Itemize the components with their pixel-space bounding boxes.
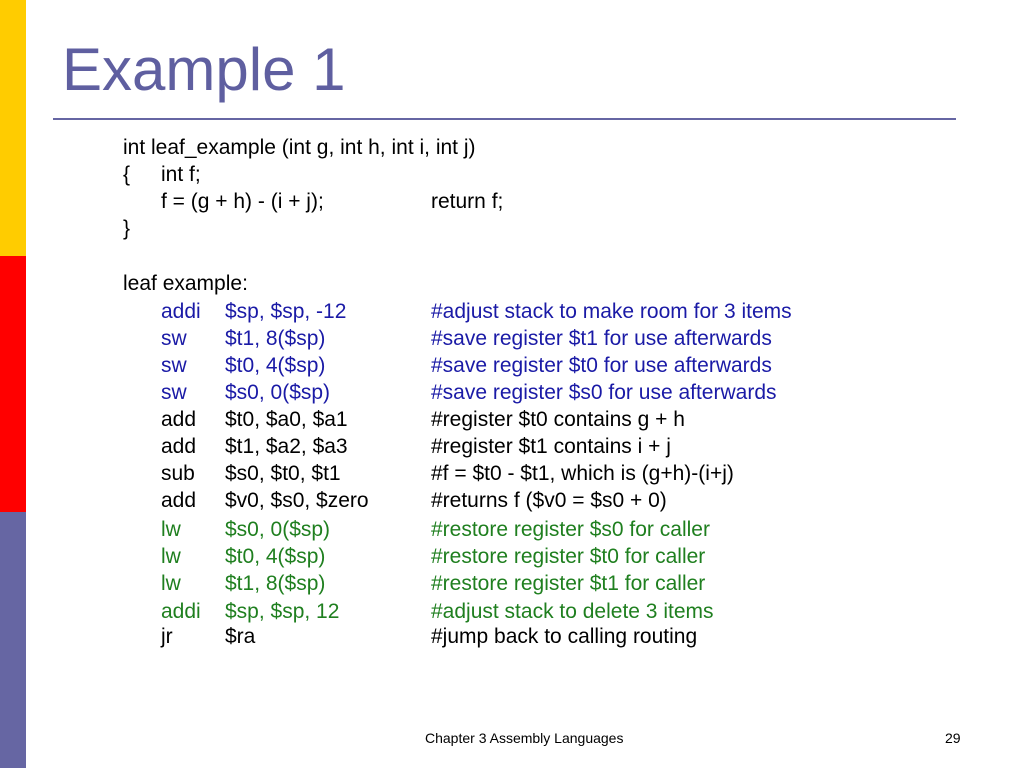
instruction-comment: #save register $t1 for use afterwards	[431, 327, 772, 350]
c-close-brace: }	[123, 217, 131, 240]
instruction-comment: #register $t1 contains i + j	[431, 435, 671, 458]
instruction-operands: $t0, $a0, $a1	[225, 408, 348, 431]
instruction-operands: $t0, 4($sp)	[225, 545, 326, 568]
assembly-label: leaf example:	[123, 272, 248, 295]
instruction-row	[0, 433, 1000, 460]
instruction-operands: $s0, 0($sp)	[225, 518, 331, 541]
instruction-operands: $t1, 8($sp)	[225, 327, 326, 350]
instruction-opcode: add	[161, 489, 197, 512]
c-assignment-line: f = (g + h) - (i + j);	[161, 190, 324, 213]
instruction-opcode: add	[161, 435, 197, 458]
instruction-operands: $s0, $t0, $t1	[225, 462, 341, 485]
c-return-line: return f;	[431, 190, 504, 213]
instruction-row	[0, 598, 1000, 625]
instruction-operands: $sp, $sp, -12	[225, 300, 347, 323]
instruction-row	[0, 516, 1000, 543]
c-open-brace: {	[123, 163, 131, 186]
c-signature-line: int leaf_example (int g, int h, int i, int j)	[123, 136, 476, 159]
footer-page-number: 29	[945, 730, 961, 746]
instruction-row	[0, 406, 1000, 433]
instruction-comment: #adjust stack to delete 3 items	[431, 600, 714, 623]
slide-title: Example 1	[62, 36, 346, 103]
instruction-comment: #adjust stack to make room for 3 items	[431, 300, 792, 323]
instruction-operands: $ra	[225, 625, 256, 648]
instruction-opcode: addi	[161, 300, 201, 323]
instruction-comment: #restore register $t1 for caller	[431, 572, 706, 595]
instruction-opcode: add	[161, 408, 197, 431]
instruction-operands: $v0, $s0, $zero	[225, 489, 369, 512]
instruction-row	[0, 623, 1000, 650]
instruction-operands: $t1, 8($sp)	[225, 572, 326, 595]
instruction-opcode: sw	[161, 381, 187, 404]
instruction-row	[0, 570, 1000, 597]
sidebar-yellow-segment	[0, 0, 26, 256]
instruction-operands: $t0, 4($sp)	[225, 354, 326, 377]
footer-chapter: Chapter 3 Assembly Languages	[425, 730, 624, 746]
instruction-comment: #returns f ($v0 = $s0 + 0)	[431, 489, 667, 512]
instruction-opcode: jr	[161, 625, 173, 648]
instruction-comment: #restore register $s0 for caller	[431, 518, 710, 541]
instruction-comment: #jump back to calling routing	[431, 625, 698, 648]
instruction-opcode: sw	[161, 354, 187, 377]
instruction-row	[0, 460, 1000, 487]
title-divider	[53, 118, 956, 120]
c-declaration-line: int f;	[161, 163, 201, 186]
instruction-comment: #save register $s0 for use afterwards	[431, 381, 777, 404]
instruction-opcode: lw	[161, 518, 181, 541]
instruction-operands: $t1, $a2, $a3	[225, 435, 348, 458]
instruction-row	[0, 543, 1000, 570]
instruction-opcode: lw	[161, 545, 181, 568]
instruction-opcode: lw	[161, 572, 181, 595]
instruction-opcode: sub	[161, 462, 195, 485]
instruction-row	[0, 298, 1000, 325]
instruction-comment: #save register $t0 for use afterwards	[431, 354, 772, 377]
instruction-row	[0, 487, 1000, 514]
instruction-row	[0, 352, 1000, 379]
instruction-opcode: addi	[161, 600, 201, 623]
instruction-row	[0, 379, 1000, 406]
instruction-comment: #register $t0 contains g + h	[431, 408, 685, 431]
instruction-opcode: sw	[161, 327, 187, 350]
instruction-operands: $s0, 0($sp)	[225, 381, 331, 404]
instruction-comment: #restore register $t0 for caller	[431, 545, 706, 568]
instruction-row	[0, 325, 1000, 352]
instruction-comment: #f = $t0 - $t1, which is (g+h)-(i+j)	[431, 462, 734, 485]
instruction-operands: $sp, $sp, 12	[225, 600, 340, 623]
